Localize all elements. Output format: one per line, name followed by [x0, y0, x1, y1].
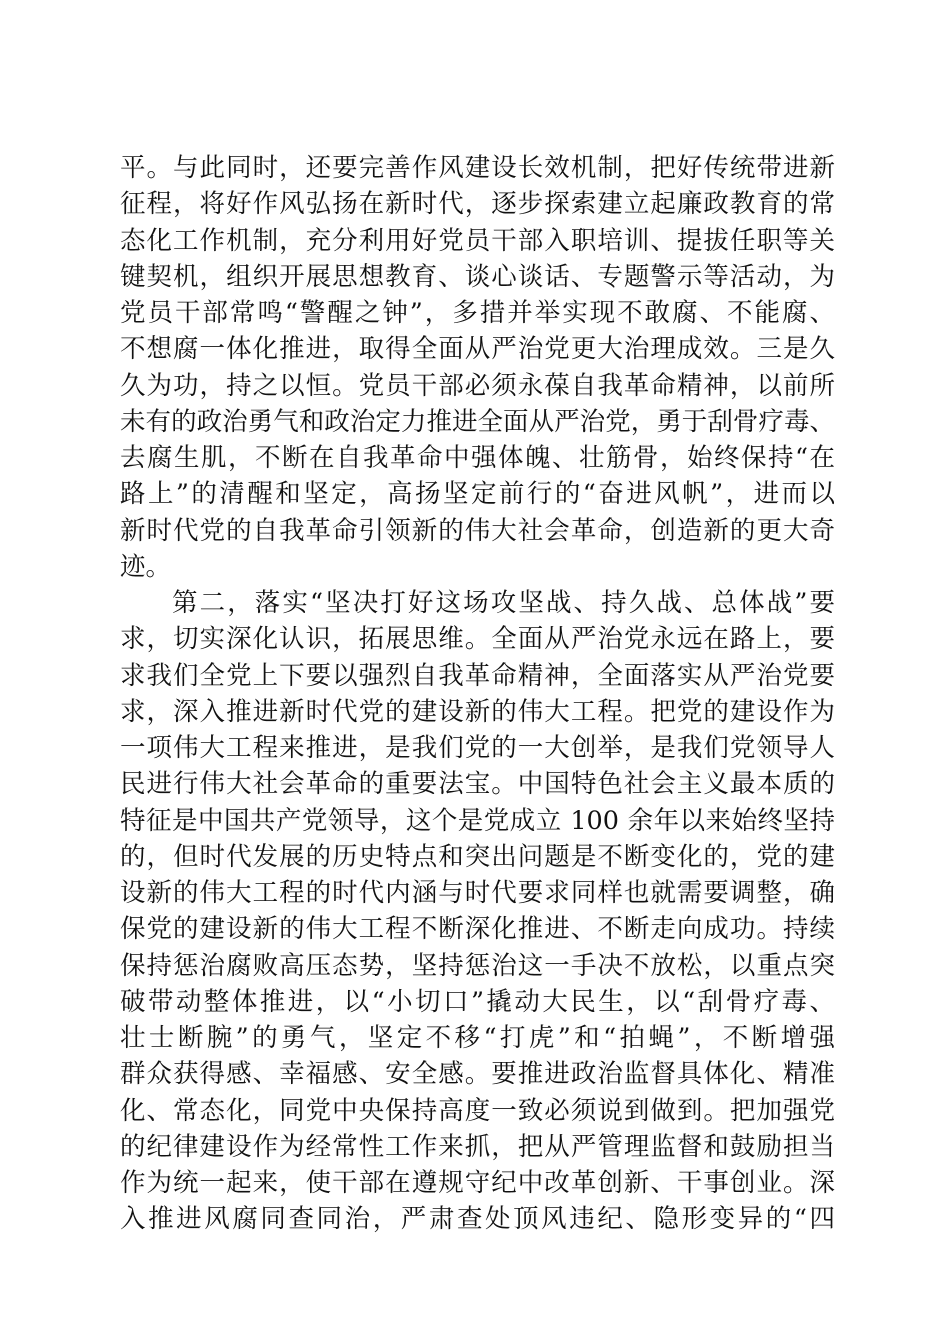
text-line: 入推进风腐同查同治，严肃查处顶风违纪、隐形变异的“四 [120, 1204, 835, 1235]
text-line: 化、常态化，同党中央保持高度一致必须说到做到。把加强党 [120, 1095, 835, 1126]
body-text [120, 150, 835, 1238]
text-line: 路上”的清醒和坚定，高扬坚定前行的“奋进风帆”，进而以 [120, 479, 835, 510]
text-line: 态化工作机制，充分利用好党员干部入职培训、提拔任职等关 [120, 225, 835, 256]
text-line: 壮士断腕”的勇气，坚定不移“打虎”和“拍蝇”，不断增强 [120, 1023, 835, 1053]
text-line: 作为统一起来，使干部在遵规守纪中改革创新、干事创业。深 [120, 1168, 835, 1198]
text-line: 求，切实深化认识，拓展思维。全面从严治党永远在路上，要 [120, 624, 835, 655]
text-line: 的，但时代发展的历史特点和突出问题是不断变化的，党的建 [120, 841, 835, 872]
text-line: 求，深入推进新时代党的建设新的伟大工程。把党的建设作为 [120, 696, 835, 727]
text-line: 的纪律建设作为经常性工作来抓，把从严管理监督和鼓励担当 [120, 1131, 835, 1162]
text-line: 民进行伟大社会革命的重要法宝。中国特色社会主义最本质的 [120, 769, 835, 800]
text-line: 破带动整体推进，以“小切口”撬动大民生，以“刮骨疗毒、 [120, 986, 835, 1017]
text-line: 键契机，组织开展思想教育、谈心谈话、专题警示等活动，为 [120, 261, 835, 292]
text-line: 征程，将好作风弘扬在新时代，逐步探索建立起廉政教育的常 [120, 189, 835, 220]
text-line: 久为功，持之以恒。党员干部必须永葆自我革命精神，以前所 [120, 370, 835, 401]
text-line: 求我们全党上下要以强烈自我革命精神，全面落实从严治党要 [120, 660, 835, 691]
text-line: 党员干部常鸣“警醒之钟”，多措并举实现不敢腐、不能腐、 [120, 298, 835, 328]
text-line: 新时代党的自我革命引领新的伟大社会革命，创造新的更大奇 [120, 515, 835, 546]
text-line: 设新的伟大工程的时代内涵与时代要求同样也就需要调整，确 [120, 878, 835, 908]
text-line: 未有的政治勇气和政治定力推进全面从严治党，勇于刮骨疗毒、 [120, 406, 835, 437]
text-line: 保持惩治腐败高压态势，坚持惩治这一手决不放松，以重点突 [120, 950, 835, 981]
text-line: 不想腐一体化推进，取得全面从严治党更大治理成效。三是久 [120, 334, 835, 365]
text-line: 去腐生肌，不断在自我革命中强体魄、壮筋骨，始终保持“在 [120, 443, 835, 473]
text-line: 保党的建设新的伟大工程不断深化推进、不断走向成功。持续 [120, 914, 835, 945]
text-line: 一项伟大工程来推进，是我们党的一大创举，是我们党领导人 [120, 733, 835, 763]
paragraph-end-line: 迹。 [120, 551, 172, 582]
text-line: 平。与此同时，还要完善作风建设长效机制，把好传统带进新 [120, 153, 835, 183]
text-line: 特征是中国共产党领导，这个是党成立 100 余年以来始终坚持 [120, 805, 835, 836]
paragraph-first-line: 第二，落实“坚决打好这场攻坚战、持久战、总体战”要 [172, 588, 835, 618]
text-line: 群众获得感、幸福感、安全感。要推进政治监督具体化、精准 [120, 1059, 835, 1090]
